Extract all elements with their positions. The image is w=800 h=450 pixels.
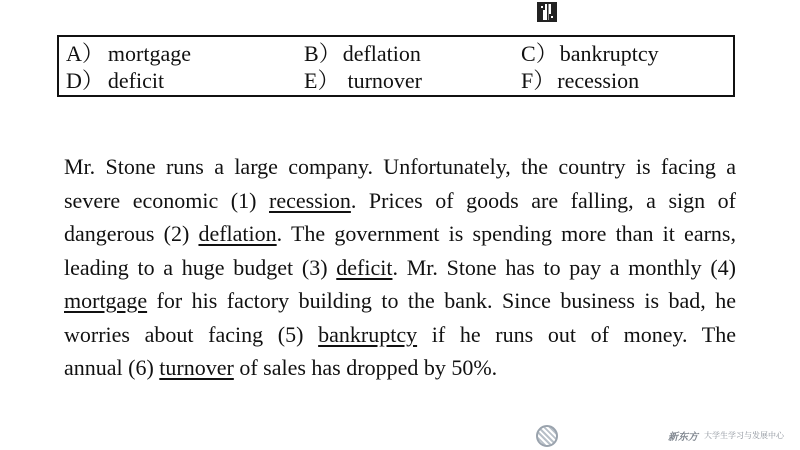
- watermark: [330, 209, 440, 221]
- answer-6: turnover: [159, 355, 234, 380]
- option-b: B）deflation: [304, 41, 421, 66]
- passage: [64, 150, 736, 385]
- brand-logo: 新东方: [668, 432, 698, 443]
- passage-line: worries about facing (5) bankruptcy if he runs out of money. The: [64, 321, 736, 347]
- answer-4: mortgage: [64, 288, 148, 313]
- option-d: D） deficit: [66, 68, 165, 93]
- word-bank: [57, 35, 735, 97]
- brand-footer: [668, 428, 784, 443]
- answer-2: deflation: [198, 221, 277, 246]
- answer-1: recession: [269, 187, 351, 213]
- mini-program-code-icon: [536, 425, 558, 447]
- passage-line: mortgage for his factory building to the bank. Since business is bad, he: [64, 288, 736, 313]
- answer-5: bankruptcy: [318, 321, 418, 347]
- brand-name: 大学生学习与发展中心: [704, 431, 784, 440]
- answer-3: deficit: [336, 254, 393, 280]
- passage-line: annual (6) turnover of sales has dropped by 50%.: [64, 355, 498, 380]
- passage-line: leading to a huge budget (3) deficit. Mr. Stone has to pay a monthly (4): [64, 254, 736, 280]
- passage-line: Mr. Stone runs a large company. Unfortunately, the country is facing a: [64, 154, 736, 179]
- passage-line: severe economic (1) recession. Prices of goods are falling, a sign of: [64, 187, 736, 213]
- option-c: C）bankruptcy: [521, 41, 659, 66]
- qr-code-icon: [537, 2, 557, 22]
- passage-line: dangerous (2) deflation. The government is spending more than it earns,: [64, 221, 736, 246]
- option-a: A） mortgage: [66, 41, 191, 66]
- option-f: F）recession: [521, 68, 640, 93]
- option-e: E） turnover: [304, 68, 422, 93]
